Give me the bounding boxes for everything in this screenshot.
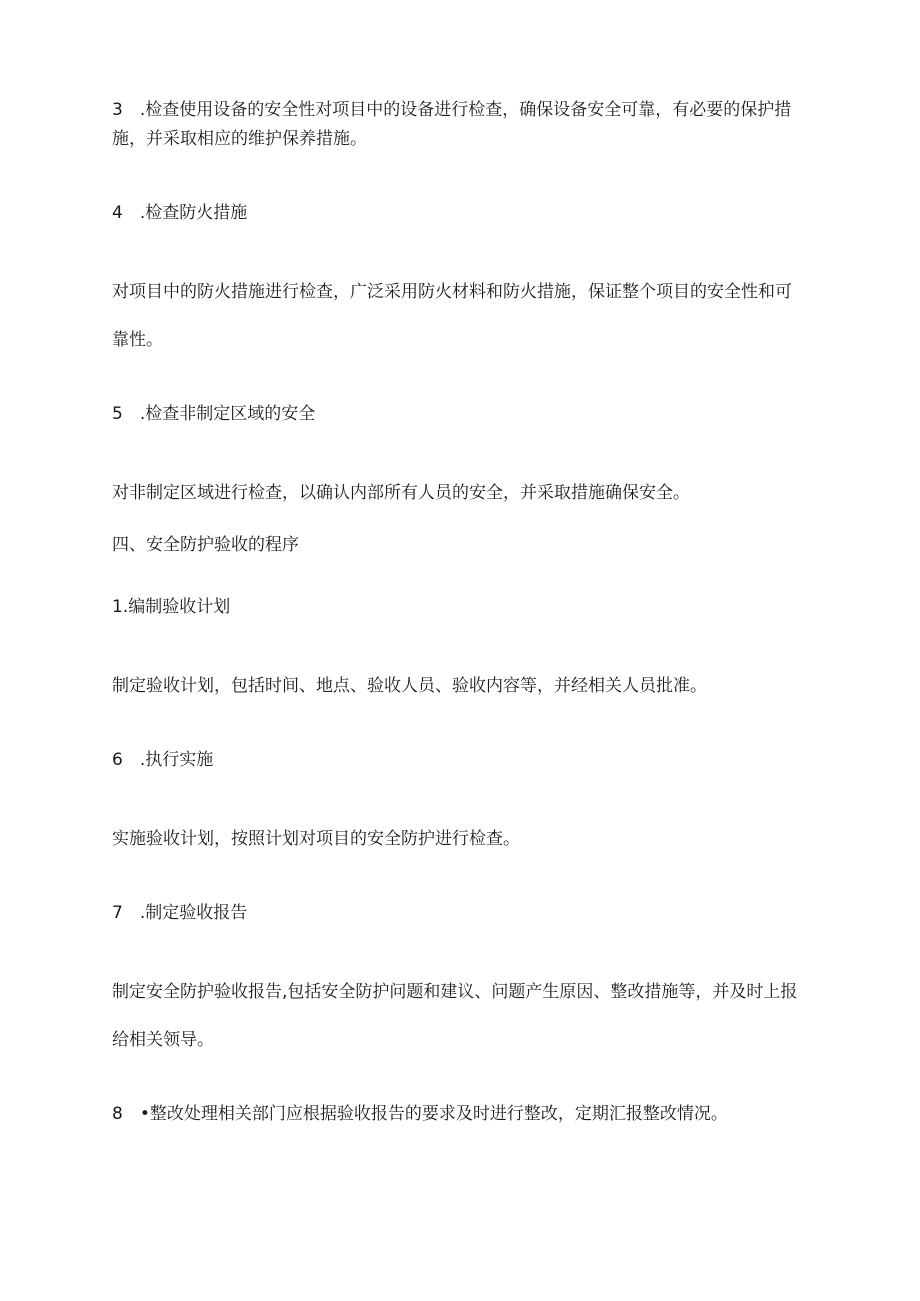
- paragraph-7-line-1: 制定安全防护验收报告,包括安全防护问题和建议、问题产生原因、整改措施等，并及时上报: [112, 982, 798, 1002]
- heading-7: 7 .制定验收报告: [112, 903, 248, 923]
- paragraph-7-line-2: 给相关领导。: [112, 1030, 214, 1050]
- paragraph-6: 实施验收计划，按照计划对项目的安全防护进行检查。: [112, 829, 520, 849]
- paragraph-1: 制定验收计划，包括时间、地点、验收人员、验收内容等，并经相关人员批准。: [112, 676, 707, 696]
- section-heading-4: 四、安全防护验收的程序: [112, 535, 299, 555]
- paragraph-3-line-1: 3 .检查使用设备的安全性对项目中的设备进行检查，确保设备安全可靠，有必要的保护措: [112, 100, 792, 120]
- heading-4: 4 .检查防火措施: [112, 203, 248, 223]
- paragraph-5: 对非制定区域进行检查，以确认内部所有人员的安全，并采取措施确保安全。: [112, 483, 690, 503]
- paragraph-8: 8 •整改处理相关部门应根据验收报告的要求及时进行整改，定期汇报整改情况。: [112, 1104, 728, 1124]
- heading-1: 1.编制验收计划: [112, 597, 231, 617]
- paragraph-4-line-2: 靠性。: [112, 330, 163, 350]
- heading-5: 5 .检查非制定区域的安全: [112, 404, 316, 424]
- heading-6: 6 .执行实施: [112, 750, 214, 770]
- paragraph-3-line-2: 施，并采取相应的维护保养措施。: [112, 129, 367, 149]
- paragraph-4-line-1: 对项目中的防火措施进行检查，广泛采用防火材料和防火措施，保证整个项目的安全性和可: [112, 282, 792, 302]
